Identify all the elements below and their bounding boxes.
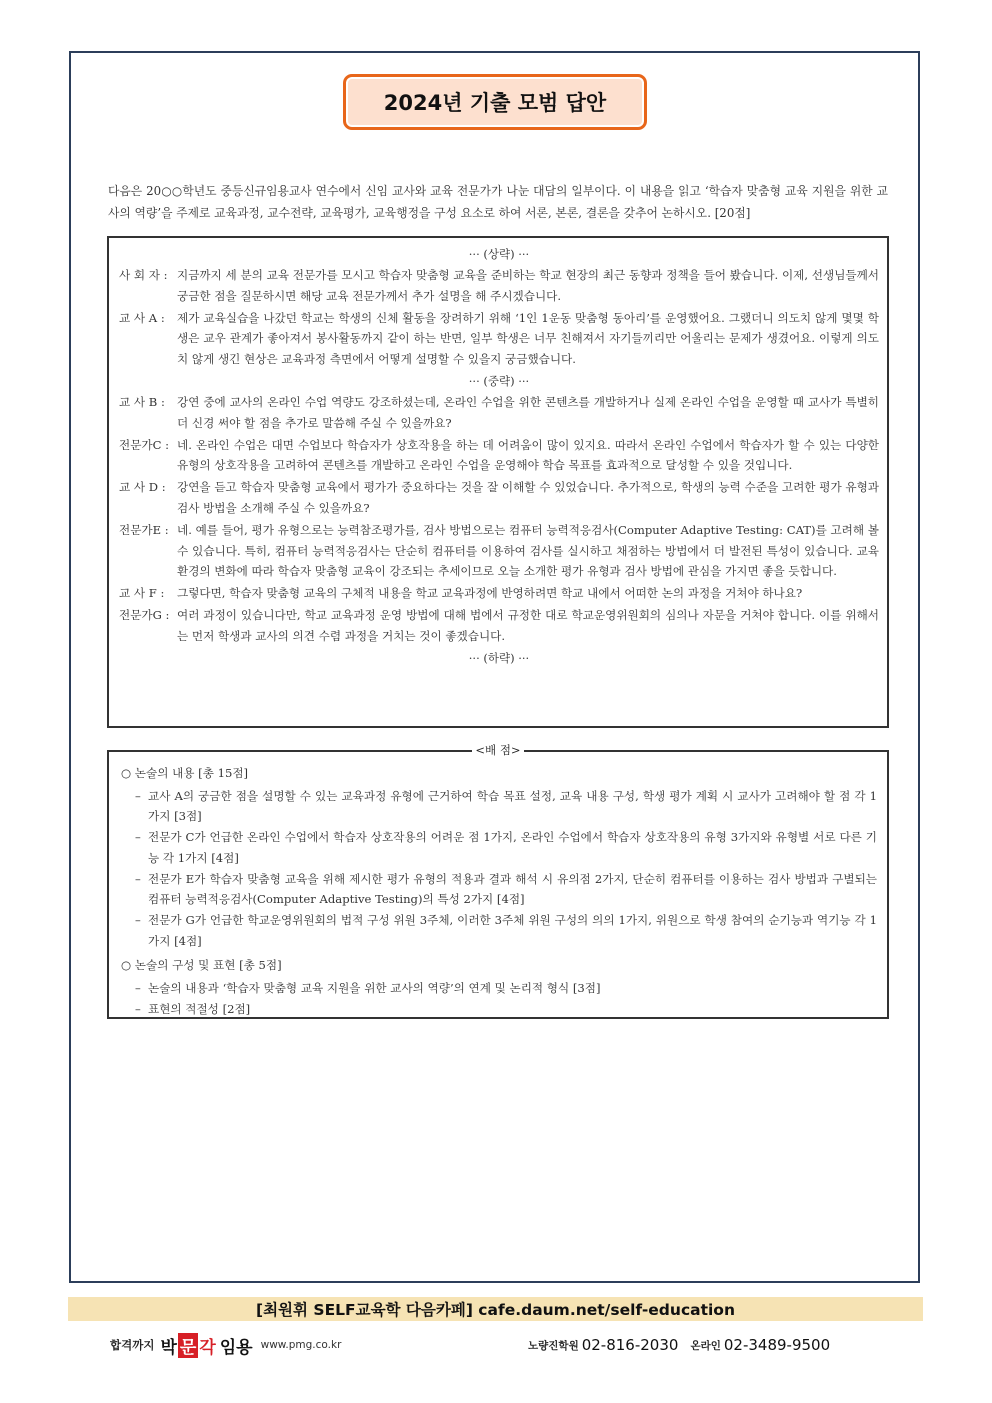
speaker-label: 전문가C : [119, 437, 170, 452]
scoring-text: 논술의 내용과 ‘학습자 맞춤형 교육 지원을 위한 교사의 역량’의 연계 및 논리적 형식 [3점] [148, 980, 601, 995]
scoring-box [107, 750, 889, 1019]
scoring-text: 전문가 G가 언급한 학교운영위원회의 법적 구성 위원 3주체, 이러한 3주체 위원 구성의 의의 1가지, 위원으로 학생 참여의 순기능과 역기능 각 1가지 [4점] [148, 913, 877, 948]
content-heading: ○ 논술의 내용 [총 15점] [121, 766, 249, 780]
dash-bullet: – [135, 788, 141, 803]
dash-bullet: – [135, 830, 141, 844]
publisher-url[interactable]: www.pmg.co.kr [260, 1339, 342, 1351]
online-label: 온라인 [690, 1339, 721, 1352]
dialog-line [119, 392, 879, 433]
speaker-label: 교 사 A : [119, 310, 165, 325]
online-phone: 02-3489-9500 [723, 1336, 831, 1354]
speaker-label: 교 사 D : [119, 480, 166, 495]
dialog-text: 강연을 듣고 학습자 맞춤형 교육에서 평가가 중요하다는 것을 잘 이해할 수 있었습니다. 추가적으로, 학생의 능력 수준을 고려한 평가 유형과 검사 방법을 소개해 주실 수 있을까요? [177, 480, 879, 515]
logo-char-1: 박 [160, 1337, 177, 1358]
dialog-line [119, 435, 879, 476]
branch-phone: 02-816-2030 [581, 1336, 679, 1354]
question-intro: 다음은 20○○학년도 중등신규임용교사 연수에서 신임 교사와 교육 전문가가 나눈 대담의 일부이다. 이 내용을 읽고 ‘학습자 맞춤형 교육 지원을 위한 교사의 역량’을 주제로 교육과정, 교수전략, 교육평가, 교육행정을 구성 요소로 하여 서론, 본론, 결론을 갖추어 논하시오. [20점] [108, 184, 888, 220]
scoring-label-text: <배 점> [472, 743, 523, 757]
scoring-item [121, 999, 877, 1020]
scoring-text: 전문가 E가 학습자 맞춤형 교육을 위해 제시한 평가 유형의 적용과 결과 해석 시 유의점 2가지, 단순히 컴퓨터를 이용하는 검사 방법과 구별되는 컴퓨터 능력적응검사(Computer Adaptive Testing)의 특성 2가지 [4점] [148, 871, 877, 906]
speaker-label: 사 회 자 : [119, 268, 168, 282]
logo-char-3: 각 [199, 1337, 216, 1358]
dialog-text: 지금까지 세 분의 교육 전문가를 모시고 학습자 맞춤형 교육을 준비하는 학교 현장의 최근 동향과 정책을 들어 봤습니다. 이제, 선생님들께서 궁금한 점을 질문하시면 해당 교육 전문가께서 추가 설명을 해 주시겠습니다. [177, 268, 879, 303]
speaker-label: 전문가E : [119, 523, 169, 538]
scoring-item [121, 786, 877, 827]
form-heading: ○ 논술의 구성 및 표현 [총 5점] [121, 958, 282, 972]
dialog-line [119, 265, 879, 306]
dialog-text: 네. 온라인 수업은 대면 수업보다 학습자가 상호작용을 하는 데 어려움이 많이 있지요. 따라서 온라인 수업에서 학습자가 할 수 있는 다양한 유형의 상호작용을 고려하여 콘텐츠를 개발하고 온라인 수업을 운영해야 학습 목표를 효과적으로 달성할 수 있을 것입니다. [177, 437, 879, 473]
logo-prefix: 합격까지 [110, 1338, 155, 1352]
publisher-logo [110, 1333, 341, 1357]
dialog-box [107, 236, 889, 728]
logo-char-2: 문 [178, 1333, 198, 1358]
dash-bullet: – [135, 871, 141, 886]
scoring-item [121, 869, 877, 910]
scoring-text: 표현의 적절성 [2점] [148, 1001, 251, 1016]
dialog-text: 네. 예를 들어, 평가 유형으로는 능력참조평가를, 검사 방법으로는 컴퓨터 능력적응검사(Computer Adaptive Testing: CAT)를 고려해 볼 수 있습니다. 특히, 컴퓨터 능력적응검사는 단순히 컴퓨터를 이용하여 검사를 실시하고 채점하는 방법에서 더 발전된 특성이 있습니다. 교육 환경의 변화에 따라 학습자 맞춤형 교육이 강조되는 추세이므로 오늘 소개한 평가 유형과 검사 방법에 관심을 가지면 좋을 듯합니다. [177, 523, 879, 579]
dialog-line [119, 583, 879, 604]
omission-bottom: ··· (하략) ··· [468, 651, 530, 666]
scoring-item [121, 978, 877, 999]
dash-bullet: – [135, 980, 141, 995]
dialog-line [119, 520, 879, 582]
contact-info [528, 1333, 830, 1357]
scoring-item [121, 910, 877, 951]
omission-mid: ··· (중략) ··· [468, 373, 530, 388]
dash-bullet: – [135, 913, 141, 927]
speaker-label: 교 사 F : [119, 586, 165, 601]
page-title: 2024년 기출 모범 답안 [343, 74, 647, 130]
speaker-label: 전문가G : [119, 608, 170, 623]
scoring-label [107, 742, 889, 758]
dash-bullet: – [135, 1001, 141, 1016]
scoring-text: 교사 A의 궁금한 점을 설명할 수 있는 교육과정 유형에 근거하여 학습 목표 설정, 교육 내용 구성, 학생 평가 계획 시 교사가 고려해야 할 점 각 1가지 [3점] [148, 788, 877, 823]
dialog-text: 여러 과정이 있습니다만, 학교 교육과정 운영 방법에 대해 법에서 규정한 대로 학교운영위원회의 심의나 자문을 거쳐야 합니다. 이를 위해서는 먼저 학생과 교사의 의견 수렴 과정을 거치는 것이 좋겠습니다. [177, 608, 879, 643]
dialog-text: 제가 교육실습을 나갔던 학교는 학생의 신체 활동을 장려하기 위해 ‘1인 1운동 맞춤형 동아리’를 운영했어요. 그랬더니 의도치 않게 몇몇 학생은 교우 관계가 좋아져서 봉사활동까지 같이 하는 반면, 일부 학생은 너무 친해져서 자기들끼리만 어울리는 문제가 생겼어요. 이렇게 의도치 않게 생긴 현상은 교육과정 측면에서 어떻게 설명할 수 있을지 궁금했습니다. [177, 310, 879, 366]
dialog-line [119, 605, 879, 646]
dialog-text: 그렇다면, 학습자 맞춤형 교육의 구체적 내용을 학교 교육과정에 반영하려면 학교 내에서 어떠한 논의 과정을 거쳐야 하나요? [177, 586, 803, 601]
logo-suffix: 임용 [219, 1337, 253, 1358]
branch-label: 노량진학원 [528, 1339, 579, 1352]
scoring-item [121, 827, 877, 868]
cafe-banner[interactable]: [최원휘 SELF교육학 다음카페] cafe.daum.net/self-education [68, 1297, 923, 1321]
dialog-line [119, 308, 879, 370]
speaker-label: 교 사 B : [119, 394, 165, 409]
dialog-text: 강연 중에 교사의 온라인 수업 역량도 강조하셨는데, 온라인 수업을 위한 콘텐츠를 개발하거나 실제 온라인 수업을 운영할 때 교사가 특별히 더 신경 써야 할 점을 추가로 말씀해 주실 수 있을까요? [177, 394, 879, 430]
scoring-text: 전문가 C가 언급한 온라인 수업에서 학습자 상호작용의 어려운 점 1가지, 온라인 수업에서 학습자 상호작용의 유형 3가지와 유형별 서로 다른 기능 각 1가지 [4점] [148, 830, 877, 865]
dialog-line [119, 477, 879, 518]
omission-top: ··· (상략) ··· [468, 247, 530, 261]
